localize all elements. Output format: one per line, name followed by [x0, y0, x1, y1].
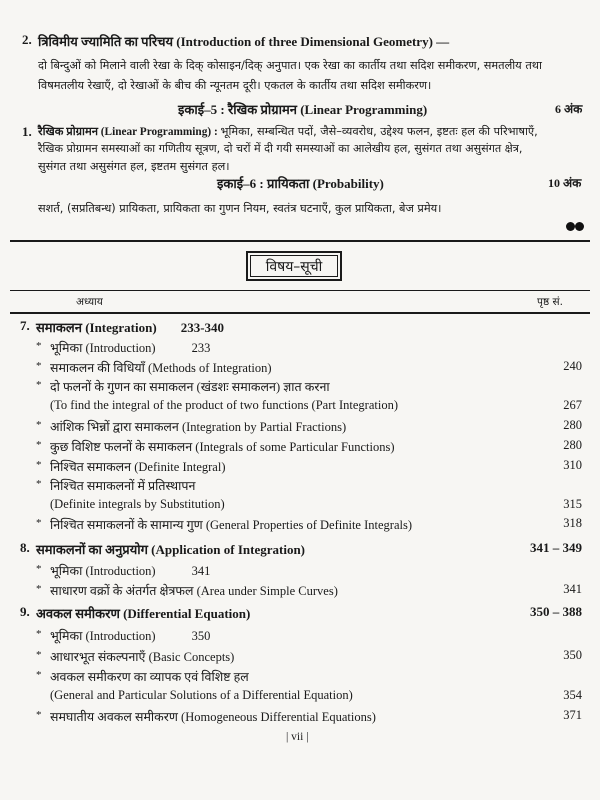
- entry-title: निश्चित समाकलनों में प्रतिस्थापन: [50, 479, 196, 493]
- entry-title: साधारण वक्रों के अंतर्गत क्षेत्रफल (Area under Simple Curves): [50, 584, 338, 598]
- bullet-icon: *: [36, 517, 42, 529]
- entry-title-english: (General and Particular Solutions of a Differential Equation): [50, 688, 353, 702]
- entry-title: आधारभूत संकल्पनाएँ (Basic Concepts): [50, 650, 235, 664]
- entry-title: अवकल समीकरण का व्यापक एवं विशिष्ट हल: [50, 670, 249, 684]
- entry-page: 350: [563, 648, 582, 662]
- toc-entry[interactable]: [0, 668, 600, 686]
- page-number: | vii |: [286, 731, 309, 743]
- toc-entry[interactable]: [0, 562, 600, 580]
- toc-entry-continuation[interactable]: [0, 688, 600, 706]
- bullet-icon: *: [36, 563, 42, 575]
- ornament-dot-icon: [566, 222, 575, 231]
- item-line: [38, 124, 538, 139]
- item-title: रैखिक प्रोग्रामन (Linear Programming) :: [38, 126, 218, 138]
- bullet-icon: *: [36, 360, 42, 372]
- item-number: 2.: [22, 32, 32, 47]
- entry-page: 233: [191, 341, 211, 355]
- chapter-title: [36, 318, 224, 336]
- toc-entry[interactable]: [0, 418, 600, 436]
- toc-title: विषय–सूची: [265, 258, 323, 275]
- bullet-icon: *: [36, 649, 42, 661]
- entry-title-english: (To find the integral of the product of two functions (Part Integration): [50, 398, 398, 412]
- item-text: भूमिका, सम्बन्धित पदों, जैसे–व्यवरोध, उद्देश्य फलन, इष्टतः हल की परिभाषाएँ,: [220, 125, 538, 138]
- entry-title: भूमिका (Introduction): [50, 341, 156, 355]
- toc-entry[interactable]: [0, 627, 600, 645]
- entry-page: 267: [563, 398, 582, 412]
- entry-page: 354: [563, 688, 582, 702]
- toc-entry-continuation[interactable]: [0, 497, 600, 515]
- toc-chapter[interactable]: [0, 318, 600, 336]
- toc-chapter[interactable]: [0, 540, 600, 558]
- entry-title: कुछ विशिष्ट फलनों के समाकलन (Integrals of some Particular Functions): [50, 440, 395, 454]
- entry-page: 350: [191, 629, 211, 643]
- toc-entry[interactable]: [0, 378, 600, 396]
- toc-entry[interactable]: [0, 648, 600, 666]
- chapter-pages: 341 – 349: [530, 540, 582, 555]
- bullet-icon: *: [36, 478, 42, 490]
- chapter-title-text: समाकलन (Integration): [36, 320, 157, 335]
- bullet-icon: *: [36, 628, 42, 640]
- item-body-line: रैखिक प्रोग्रामन समस्याओं का गणितीय सूत्रण, दो चरों में दी गयी समस्याओं का आलेखीय हल, सुसंगत तथा असुसंगत क्षेत्र,: [38, 142, 523, 155]
- chapter-number: 9.: [20, 604, 30, 619]
- entry-title: आंशिक भिन्नों द्वारा समाकलन (Integration by Partial Fractions): [50, 420, 347, 434]
- entry-text: [50, 627, 210, 644]
- unit-marks: 6 अंक: [555, 102, 583, 116]
- toc-entry[interactable]: [0, 438, 600, 456]
- entry-title: भूमिका (Introduction): [50, 564, 156, 578]
- toc-chapter[interactable]: [0, 604, 600, 622]
- toc-entry[interactable]: [0, 477, 600, 495]
- item-title: त्रिविमीय ज्यामिति का परिचय (Introduction of three Dimensional Geometry) —: [38, 34, 450, 49]
- toc-entry-continuation[interactable]: [0, 398, 600, 416]
- ornament-dot-icon: [575, 222, 584, 231]
- bullet-icon: *: [36, 379, 42, 391]
- toc-entry[interactable]: [0, 339, 600, 357]
- chapter-number: 7.: [20, 318, 30, 333]
- entry-page: 280: [563, 418, 582, 432]
- item-body-line: दो बिन्दुओं को मिलाने वाली रेखा के दिक् कोसाइन/दिक् अनुपात। एक रेखा का कार्तीय तथा सदिश समीकरण, समतलीय तथा: [38, 59, 542, 72]
- chapter-pages: 350 – 388: [530, 604, 582, 619]
- item-number: 1.: [22, 124, 32, 139]
- unit-heading: इकाई–5 : रैखिक प्रोग्रामन (Linear Programming): [178, 102, 428, 117]
- toc-entry[interactable]: [0, 516, 600, 534]
- toc-entry[interactable]: [0, 359, 600, 377]
- bullet-icon: *: [36, 709, 42, 721]
- bullet-icon: *: [36, 669, 42, 681]
- entry-page: 371: [563, 708, 582, 722]
- entry-title-english: (Definite integrals by Substitution): [50, 497, 225, 511]
- chapter-title: अवकल समीकरण (Differential Equation): [36, 606, 251, 621]
- bullet-icon: *: [36, 459, 42, 471]
- toc-title-box: [246, 251, 342, 281]
- entry-title: भूमिका (Introduction): [50, 629, 156, 643]
- toc-entry[interactable]: [0, 458, 600, 476]
- bullet-icon: *: [36, 583, 42, 595]
- unit-marks: 10 अंक: [548, 176, 582, 190]
- entry-text: [50, 339, 210, 356]
- unit-heading: इकाई–6 : प्रायिकता (Probability): [217, 176, 384, 191]
- toc-entry[interactable]: [0, 582, 600, 600]
- column-header-page: पृष्ठ सं.: [537, 296, 563, 308]
- entry-page: 318: [563, 516, 582, 530]
- chapter-pages: 233-340: [180, 320, 225, 335]
- divider: [10, 240, 590, 242]
- entry-title: दो फलनों के गुणन का समाकलन (खंडशः समाकलन) ज्ञात करना: [50, 380, 330, 394]
- entry-title: निश्चित समाकलनों के सामान्य गुण (General Properties of Definite Integrals): [50, 518, 413, 532]
- entry-page: 315: [563, 497, 582, 511]
- bullet-icon: *: [36, 439, 42, 451]
- entry-title: समाकलन की विधियाँ (Methods of Integration): [50, 361, 272, 375]
- entry-text: [50, 562, 210, 579]
- entry-page: 341: [191, 564, 211, 578]
- divider: [10, 312, 590, 314]
- item-body-line: विषमतलीय रेखाएँ, दो रेखाओं के बीच की न्यूनतम दूरी। एकतल के कार्तीय तथा सदिश समीकरण।: [38, 79, 432, 92]
- divider: [10, 290, 590, 291]
- entry-page: 280: [563, 438, 582, 452]
- entry-page: 341: [563, 582, 582, 596]
- entry-title: निश्चित समाकलन (Definite Integral): [50, 460, 226, 474]
- chapter-title: समाकलनों का अनुप्रयोग (Application of Integration): [36, 542, 306, 557]
- item-body-line: सुसंगत तथा असुसंगत हल, इष्टतम सुसंगत हल।: [38, 160, 230, 173]
- column-header-chapter: अध्याय: [76, 296, 103, 308]
- bullet-icon: *: [36, 340, 42, 352]
- entry-page: 310: [563, 458, 582, 472]
- toc-entry[interactable]: [0, 708, 600, 726]
- bullet-icon: *: [36, 419, 42, 431]
- item-body-line: सशर्त, (सप्रतिबन्ध) प्रायिकता, प्रायिकता का गुणन नियम, स्वतंत्र घटनाएँ, कुल प्रायिकता, बेज प्रमेय।: [38, 202, 442, 215]
- chapter-number: 8.: [20, 540, 30, 555]
- entry-page: 240: [563, 359, 582, 373]
- entry-title: समघातीय अवकल समीकरण (Homogeneous Differential Equations): [50, 710, 376, 724]
